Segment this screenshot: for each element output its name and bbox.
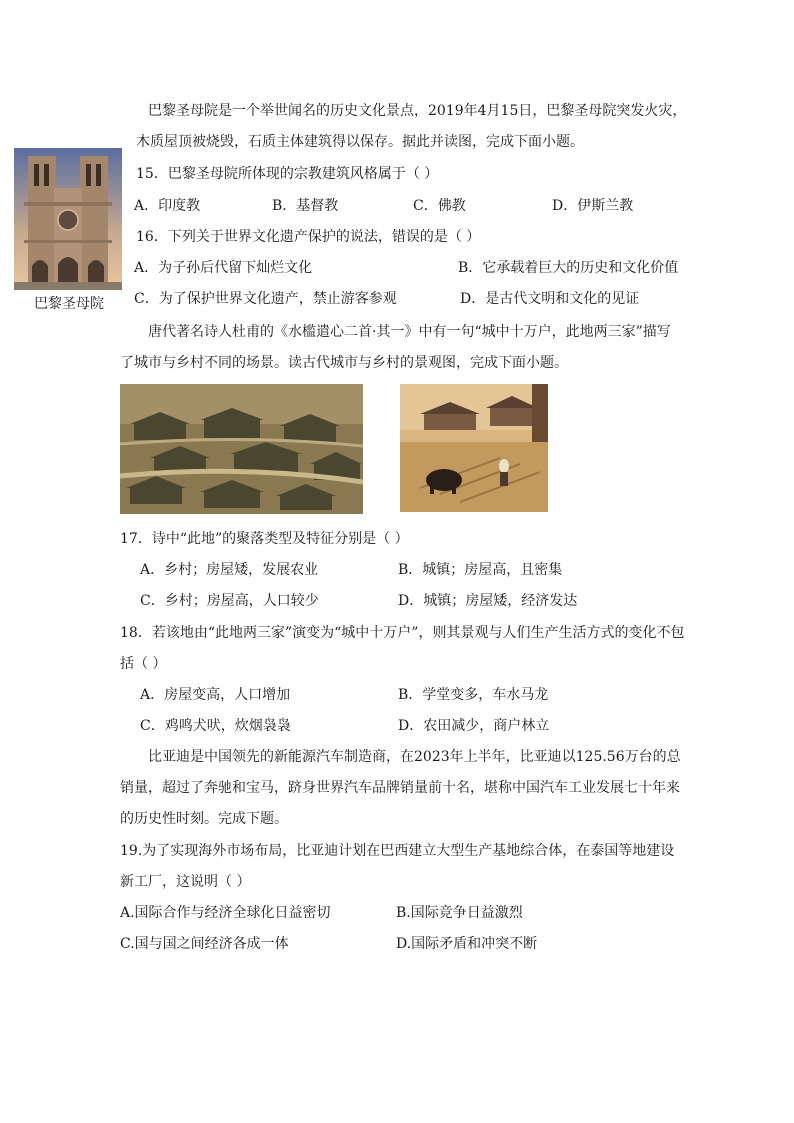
- countryside-painting: [400, 384, 548, 512]
- q17-option-d[interactable]: D．城镇；房屋矮，经济发达: [398, 593, 578, 609]
- q16-option-a[interactable]: A．为子孙后代留下灿烂文化: [134, 260, 313, 276]
- q19-stem-line1: 19.为了实现海外市场布局，比亚迪计划在巴西建立大型生产基地综合体，在泰国等地建设: [120, 843, 675, 859]
- q15-stem: 15．巴黎圣母院所体现的宗教建筑风格属于（ ）: [136, 166, 439, 182]
- ancient-city-painting: [120, 384, 363, 514]
- q19-option-a[interactable]: A.国际合作与经济全球化日益密切: [120, 905, 331, 921]
- figure1-caption: 巴黎圣母院: [34, 296, 104, 312]
- passage2-line1: 唐代著名诗人杜甫的《水槛遣心二首·其一》中有一句“城中十万户，此地两三家”描写: [148, 324, 671, 340]
- q17-stem: 17．诗中“此地”的聚落类型及特征分别是（ ）: [120, 531, 409, 547]
- q16-stem: 16．下列关于世界文化遗产保护的说法，错误的是（ ）: [136, 229, 481, 245]
- q19-stem-line2: 新工厂，这说明（ ）: [120, 874, 251, 890]
- q18-option-d[interactable]: D．农田减少，商户林立: [398, 718, 550, 734]
- q19-option-d[interactable]: D.国际矛盾和冲突不断: [396, 936, 538, 952]
- passage1-line1: 巴黎圣母院是一个举世闻名的历史文化景点，2019年4月15日，巴黎圣母院突发火灾，: [148, 103, 687, 119]
- q18-stem-line1: 18．若该地由“此地两三家”演变为“城中十万户”，则其景观与人们生产生活方式的变化不包: [120, 625, 685, 641]
- q19-option-c[interactable]: C.国与国之间经济各成一体: [120, 936, 289, 952]
- q16-option-d[interactable]: D．是古代文明和文化的见证: [460, 291, 640, 307]
- q15-option-c[interactable]: C．佛教: [413, 198, 466, 214]
- q17-option-b[interactable]: B．城镇；房屋高，且密集: [398, 562, 563, 578]
- q15-option-a[interactable]: A．印度教: [134, 198, 201, 214]
- q17-option-c[interactable]: C．乡村；房屋高，人口较少: [140, 593, 319, 609]
- passage3-line1: 比亚迪是中国领先的新能源汽车制造商，在2023年上半年，比亚迪以125.56万台的总: [148, 749, 681, 765]
- q15-option-d[interactable]: D．伊斯兰教: [552, 198, 634, 214]
- q18-option-a[interactable]: A．房屋变高，人口增加: [140, 687, 291, 703]
- passage2-line2: 了城市与乡村不同的场景。读古代城市与乡村的景观图，完成下面小题。: [120, 355, 568, 371]
- q18-option-c[interactable]: C．鸡鸣犬吠，炊烟袅袅: [140, 718, 291, 734]
- q17-option-a[interactable]: A．乡村；房屋矮，发展农业: [140, 562, 319, 578]
- notre-dame-image: [14, 148, 122, 290]
- q16-option-b[interactable]: B．它承载着巨大的历史和文化价值: [458, 260, 679, 276]
- passage1-line2: 木质屋顶被烧毁，石质主体建筑得以保存。据此并读图，完成下面小题。: [136, 134, 584, 150]
- q16-option-c[interactable]: C．为了保护世界文化遗产，禁止游客参观: [134, 291, 397, 307]
- passage3-line3: 的历史性时刻。完成下题。: [120, 811, 288, 827]
- q18-option-b[interactable]: B．学堂变多，车水马龙: [398, 687, 549, 703]
- q15-option-b[interactable]: B．基督教: [272, 198, 339, 214]
- q19-option-b[interactable]: B.国际竞争日益激烈: [396, 905, 523, 921]
- passage3-line2: 销量，超过了奔驰和宝马，跻身世界汽车品牌销量前十名，堪称中国汽车工业发展七十年来: [120, 780, 680, 796]
- q18-stem-line2: 括（ ）: [120, 656, 167, 672]
